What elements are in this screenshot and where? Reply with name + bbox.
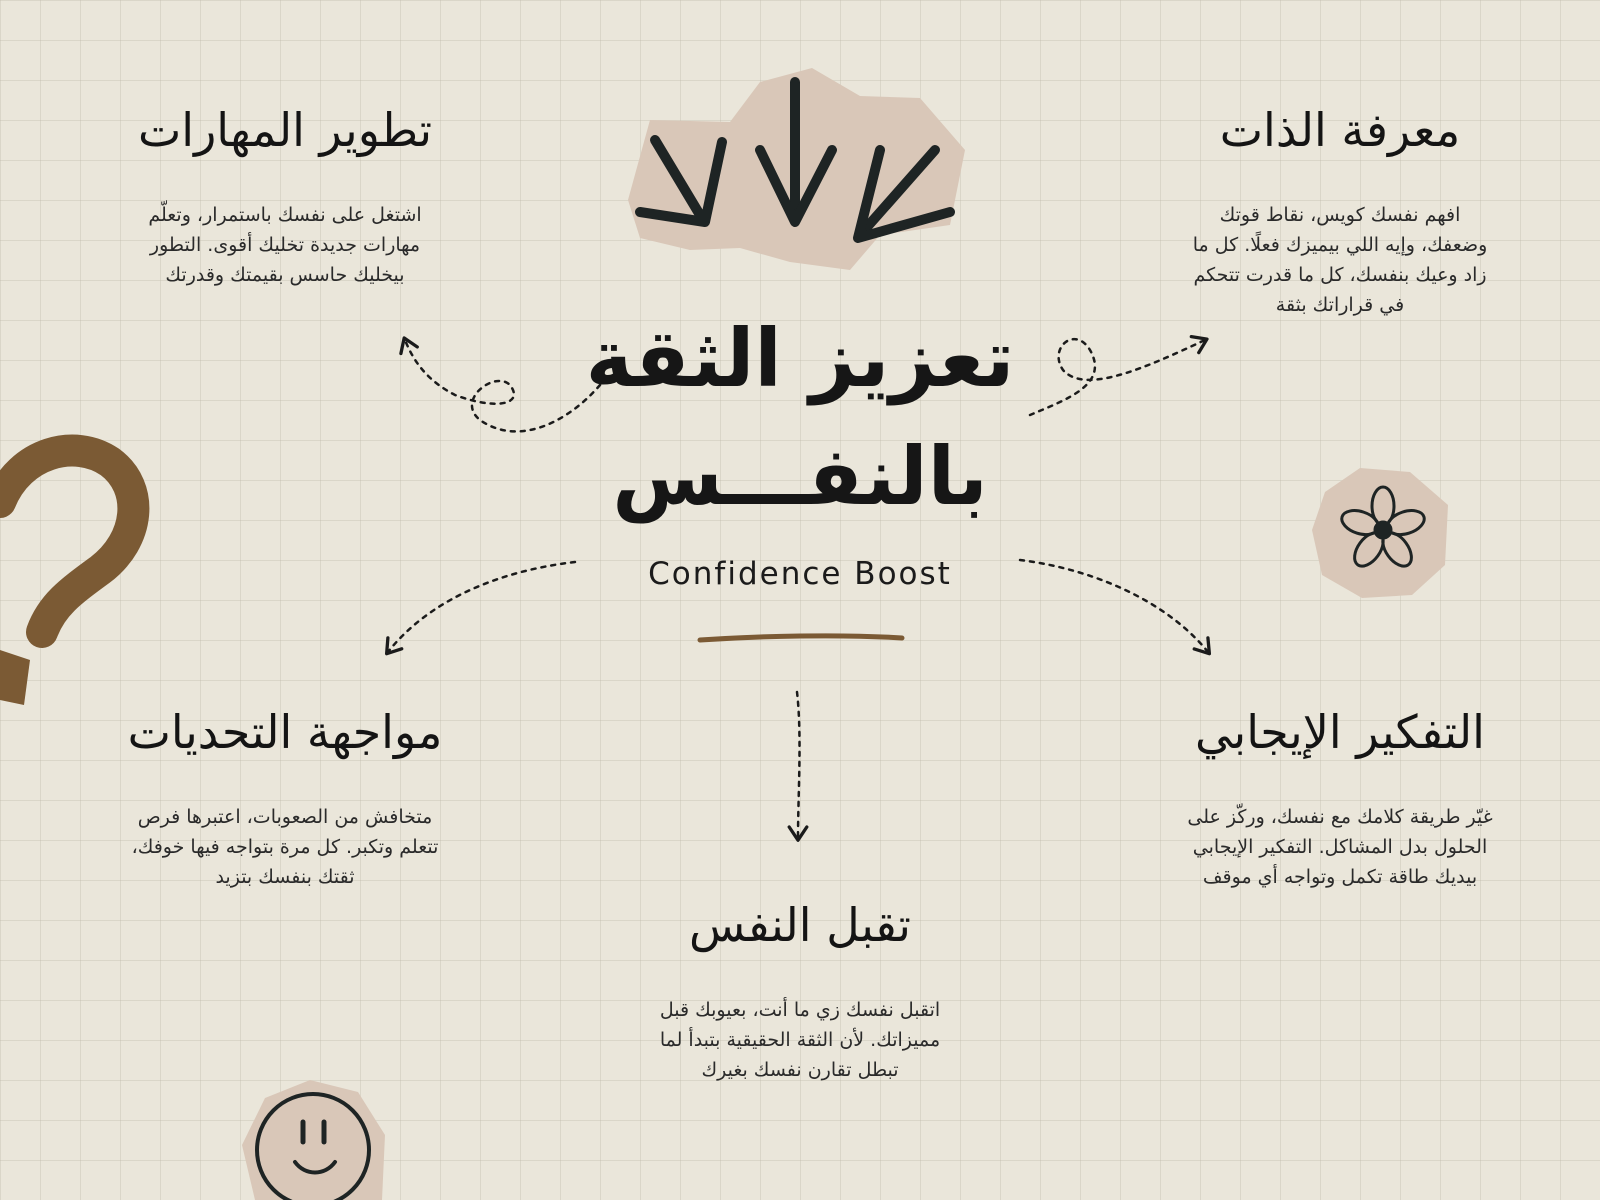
page-subtitle: Confidence Boost (648, 556, 952, 592)
connector-arrow-challenges (388, 562, 575, 652)
topic-text: اتقبل نفسك زي ما أنت، بعيوبك قبل مميزاتك. لأن الثقة الحقيقية بتبدأ لما تبطل تقارن نفسك بغيرك (659, 999, 941, 1081)
connector-arrow-self-acceptance (797, 692, 800, 838)
topic-self-acceptance (630, 895, 970, 1085)
topic-facing-challenges (90, 702, 480, 892)
topic-text: اشتغل على نفسك باستمرار، وتعلّم مهارات جديدة تخليك أقوى. التطور بيخليك حاسس بقيمتك وقدرتك (148, 204, 422, 286)
topic-heading: معرفة الذات (1219, 103, 1461, 157)
connector-arrow-positive-thinking (1020, 560, 1208, 652)
topic-positive-thinking (1150, 702, 1530, 892)
topic-heading: مواجهة التحديات (127, 705, 443, 759)
page-title: تعزيز الثقة بالنفـــس (585, 312, 1015, 523)
topic-skills-development (100, 100, 470, 290)
topic-heading: تقبل النفس (688, 898, 911, 952)
arrows-burst-icon (628, 68, 965, 270)
question-mark-icon (0, 451, 133, 705)
topic-text: غيّر طريقة كلامك مع نفسك، وركّز على الحلول بدل المشاكل. التفكير الإيجابي بيديك طاقة تكمل وتواجه أي موقف (1187, 806, 1493, 888)
title-underline (700, 636, 902, 640)
smiley-face-icon (242, 1080, 385, 1200)
flower-icon (1312, 468, 1448, 598)
topic-text: متخافش من الصعوبات، اعتبرها فرص تتعلم وتكبر. كل مرة بتواجه فيها خوفك، ثقتك بنفسك بتزيد (131, 806, 439, 888)
connector-arrow-self-knowledge (1030, 339, 1205, 415)
topic-text: افهم نفسك كويس، نقاط قوتك وضعفك، وإيه اللي بيميزك فعلًا. كل ما زاد وعيك بنفسك، كل ما قدرت تتحكم في قراراتك بثقة (1192, 204, 1488, 316)
topic-heading: التفكير الإيجابي (1195, 705, 1485, 759)
topic-self-knowledge (1160, 100, 1520, 320)
topic-heading: تطوير المهارات (137, 103, 432, 157)
